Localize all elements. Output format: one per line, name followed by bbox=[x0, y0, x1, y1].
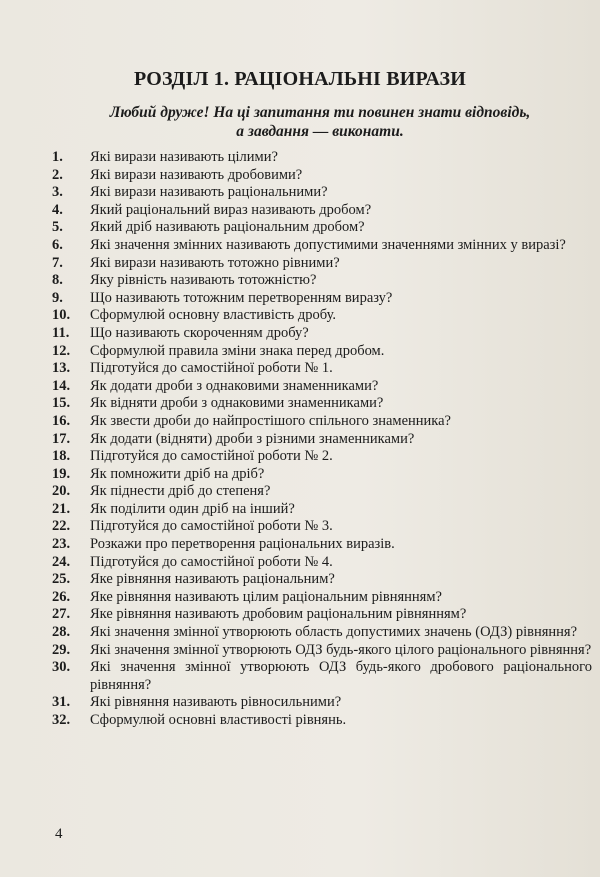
question-number: 22. bbox=[52, 518, 71, 535]
question-text: Підготуйся до самостійної роботи № 4. bbox=[90, 553, 333, 570]
question-number: 20. bbox=[52, 483, 71, 500]
question-text: Сформулюй основну властивість дробу. bbox=[90, 307, 336, 324]
question-text: Підготуйся до самостійної роботи № 2. bbox=[90, 448, 333, 465]
question-number: 13. bbox=[52, 360, 71, 377]
question-text: Як помножити дріб на дріб? bbox=[90, 465, 265, 482]
question-text: Які значення змінної утворюють область допустимих значень (ОДЗ) рівняння? bbox=[90, 624, 578, 641]
question-text: Які вирази називають тотожно рівними? bbox=[90, 254, 340, 271]
question-number: 16. bbox=[52, 412, 71, 429]
question-item bbox=[52, 237, 592, 255]
question-number: 32. bbox=[52, 712, 71, 728]
question-number: 25. bbox=[52, 571, 71, 588]
question-number: 5. bbox=[52, 219, 63, 236]
question-text: Як звести дроби до найпростішого спільного знаменника? bbox=[90, 412, 451, 429]
question-number: 8. bbox=[52, 272, 63, 289]
question-number: 1. bbox=[52, 149, 63, 165]
question-text: Яке рівняння називають дробовим раціональним рівнянням? bbox=[90, 606, 467, 623]
question-item bbox=[52, 272, 592, 290]
question-item bbox=[52, 378, 592, 396]
question-text: Який дріб називають раціональним дробом? bbox=[90, 219, 365, 236]
question-item bbox=[52, 219, 592, 237]
question-text: Як додати дроби з однаковими знаменниками? bbox=[90, 377, 379, 394]
question-text: Що називають тотожним перетворенням виразу? bbox=[90, 289, 393, 306]
question-number: 15. bbox=[52, 395, 71, 412]
question-item bbox=[52, 184, 592, 202]
question-number: 6. bbox=[52, 236, 63, 253]
question-number: 7. bbox=[52, 254, 63, 271]
question-number: 3. bbox=[52, 184, 63, 201]
question-text: Сформулюй основні властивості рівнянь. bbox=[90, 712, 347, 728]
question-text: Яке рівняння називають цілим раціональним рівнянням? bbox=[90, 588, 442, 605]
question-item bbox=[52, 606, 592, 624]
question-item bbox=[52, 589, 592, 607]
question-number: 14. bbox=[52, 377, 71, 394]
question-text: Яке рівняння називають раціональним? bbox=[90, 571, 335, 588]
question-number: 31. bbox=[52, 694, 71, 711]
question-number: 26. bbox=[52, 588, 71, 605]
question-text: Сформулюй правила зміни знака перед дробом. bbox=[90, 342, 385, 359]
question-text: Як поділити один дріб на інший? bbox=[90, 500, 295, 517]
question-item bbox=[52, 571, 592, 589]
question-number: 24. bbox=[52, 553, 71, 570]
question-text: Які значення змінної утворюють ОДЗ будь-якого дробового раціонального рівняння? bbox=[90, 659, 592, 693]
question-item bbox=[52, 395, 592, 413]
question-item bbox=[52, 431, 592, 449]
question-number: 4. bbox=[52, 201, 63, 218]
subtitle-line-2: а завдання — виконати. bbox=[236, 123, 404, 140]
question-item bbox=[52, 360, 592, 378]
subtitle-line-1: Любий друже! На ці запитання ти повинен знати відповідь, bbox=[109, 104, 531, 121]
question-item bbox=[52, 554, 592, 572]
question-item bbox=[52, 202, 592, 220]
question-text: Які значення змінної утворюють ОДЗ будь-якого цілого раціонального рівняння? bbox=[90, 641, 592, 658]
question-number: 30. bbox=[52, 659, 71, 676]
question-item bbox=[52, 501, 592, 519]
question-text: Підготуйся до самостійної роботи № 1. bbox=[90, 360, 333, 377]
question-item bbox=[52, 642, 592, 660]
question-text: Які вирази називають дробовими? bbox=[90, 166, 303, 183]
question-text: Які значення змінних називають допустимими значеннями змінних у виразі? bbox=[90, 236, 566, 253]
question-item bbox=[52, 307, 592, 325]
question-text: Які вирази називають раціональними? bbox=[90, 184, 328, 201]
question-item bbox=[52, 448, 592, 466]
question-item bbox=[52, 624, 592, 642]
question-text: Як піднести дріб до степеня? bbox=[90, 483, 271, 500]
question-number: 23. bbox=[52, 536, 71, 553]
question-item bbox=[52, 518, 592, 536]
question-text: Який раціональний вираз називають дробом? bbox=[90, 201, 372, 218]
question-text: Які вирази називають цілими? bbox=[90, 149, 278, 165]
question-number: 18. bbox=[52, 448, 71, 465]
question-number: 2. bbox=[52, 166, 63, 183]
question-number: 12. bbox=[52, 342, 71, 359]
question-item bbox=[52, 343, 592, 361]
question-text: Підготуйся до самостійної роботи № 3. bbox=[90, 518, 333, 535]
question-number: 10. bbox=[52, 307, 71, 324]
question-number: 28. bbox=[52, 624, 71, 641]
question-item bbox=[52, 712, 592, 730]
question-number: 21. bbox=[52, 500, 71, 517]
question-number: 9. bbox=[52, 289, 63, 306]
question-item bbox=[52, 694, 592, 712]
question-text: Що називають скороченням дробу? bbox=[90, 324, 309, 341]
question-item bbox=[52, 325, 592, 343]
question-text: Як відняти дроби з однаковими знаменниками? bbox=[90, 395, 384, 412]
question-text: Які рівняння називають рівносильними? bbox=[90, 694, 342, 711]
question-item bbox=[52, 466, 592, 484]
question-number: 19. bbox=[52, 465, 71, 482]
question-text: Як додати (відняти) дроби з різними знаменниками? bbox=[90, 430, 415, 447]
section-subtitle bbox=[80, 103, 560, 141]
question-text: Яку рівність називають тотожністю? bbox=[90, 272, 317, 289]
question-item bbox=[52, 659, 592, 694]
question-item bbox=[52, 149, 592, 167]
questions-list bbox=[52, 149, 592, 730]
question-number: 29. bbox=[52, 641, 71, 658]
question-text: Розкажи про перетворення раціональних виразів. bbox=[90, 536, 395, 553]
question-item bbox=[52, 483, 592, 501]
page-number: 4 bbox=[55, 826, 63, 842]
question-item bbox=[52, 290, 592, 308]
question-item bbox=[52, 255, 592, 273]
question-number: 27. bbox=[52, 606, 71, 623]
question-item bbox=[52, 536, 592, 554]
section-title: РОЗДІЛ 1. РАЦІОНАЛЬНІ ВИРАЗИ bbox=[133, 68, 467, 90]
question-item bbox=[52, 413, 592, 431]
question-number: 11. bbox=[52, 324, 70, 341]
question-item bbox=[52, 167, 592, 185]
question-number: 17. bbox=[52, 430, 71, 447]
